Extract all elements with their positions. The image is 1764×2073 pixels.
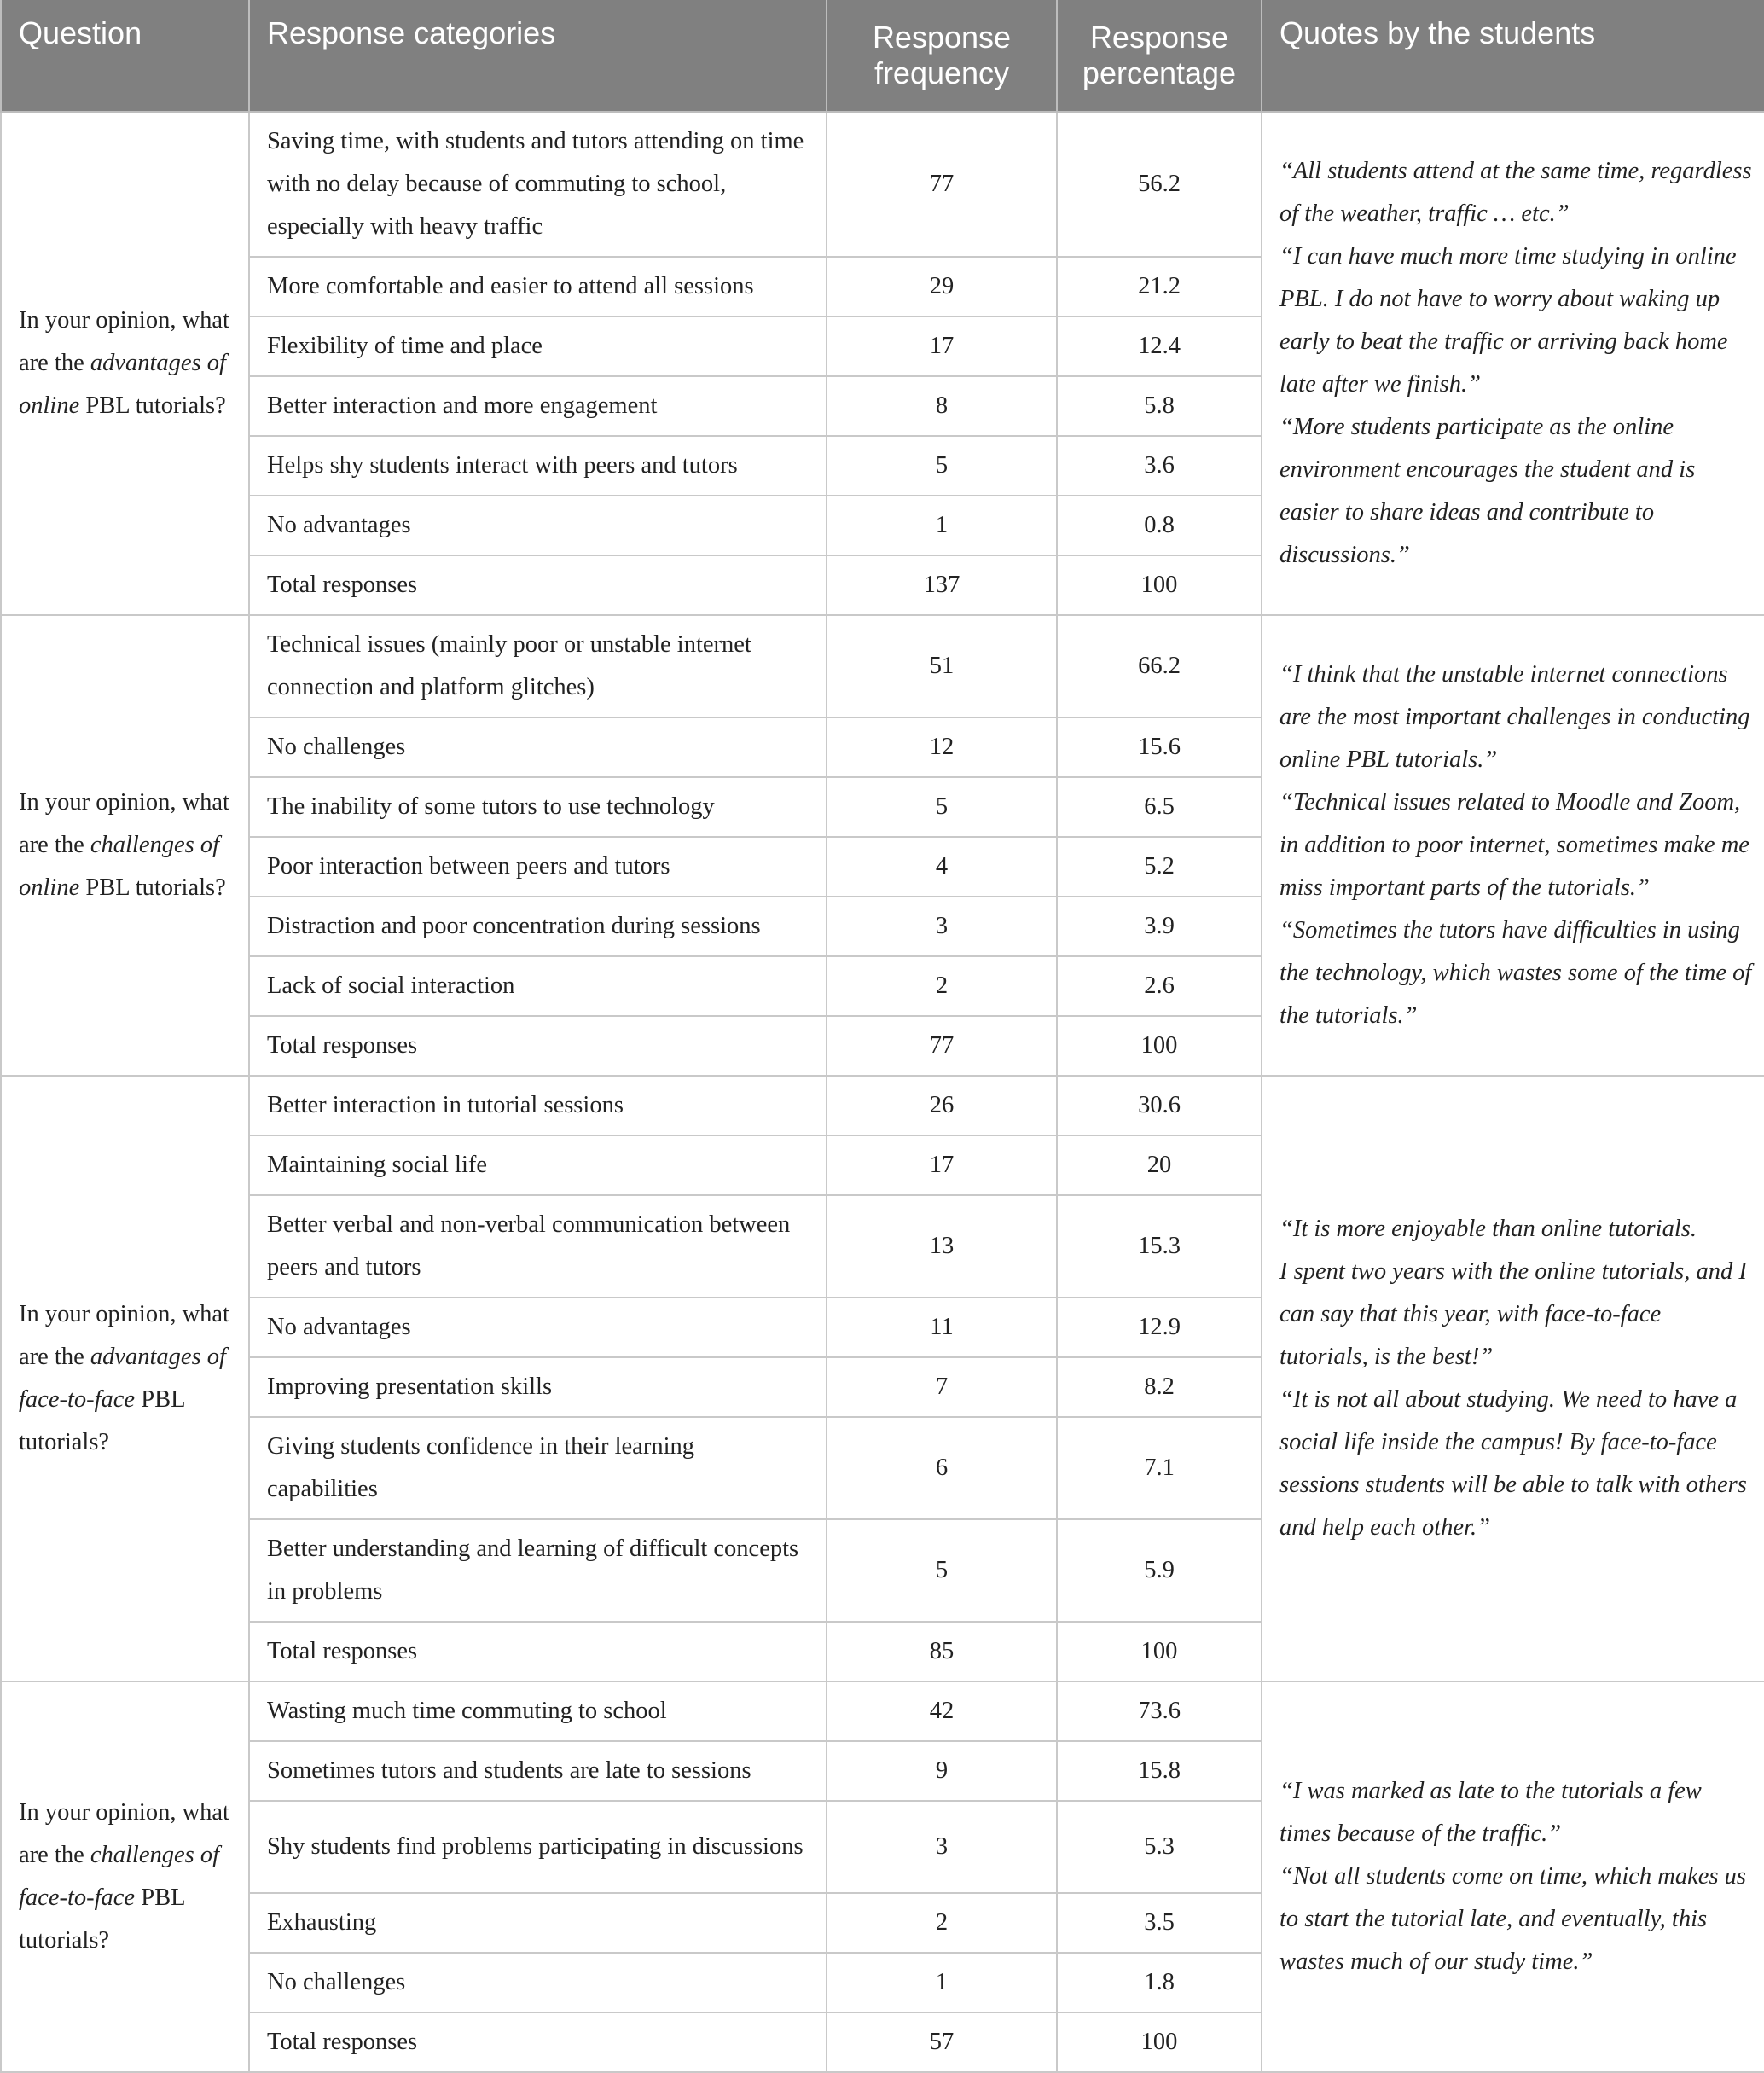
- category-cell: Better interaction in tutorial sessions: [249, 1076, 827, 1135]
- category-cell: Distraction and poor concentration during sessions: [249, 897, 827, 956]
- table-row: [1, 615, 1764, 717]
- question-cell: [1, 1681, 249, 2072]
- question-suffix-text: PBL tutorials?: [79, 392, 226, 419]
- frequency-cell: 1: [827, 496, 1057, 555]
- student-quote: “Sometimes the tutors have difficulties in using the technology, which wastes some of the time of the tutorials.”: [1279, 917, 1752, 1029]
- header-row: [1, 0, 1764, 112]
- percentage-cell: 5.9: [1057, 1519, 1262, 1622]
- percentage-cell: 0.8: [1057, 496, 1262, 555]
- frequency-cell: 1: [827, 1953, 1057, 2012]
- student-quote: “Not all students come on time, which makes us to start the tutorial late, and eventually, this wastes much of our study time.”: [1279, 1863, 1746, 1975]
- category-cell: Improving presentation skills: [249, 1357, 827, 1417]
- category-cell: No advantages: [249, 1298, 827, 1357]
- category-cell: The inability of some tutors to use technology: [249, 777, 827, 837]
- header-response-frequency: Response frequency: [827, 0, 1057, 112]
- percentage-cell: 7.1: [1057, 1417, 1262, 1519]
- percentage-cell: 56.2: [1057, 112, 1262, 257]
- percentage-cell: 100: [1057, 1016, 1262, 1076]
- percentage-cell: 3.5: [1057, 1893, 1262, 1953]
- category-cell: Poor interaction between peers and tutors: [249, 837, 827, 897]
- percentage-cell: 1.8: [1057, 1953, 1262, 2012]
- quotes-cell: [1262, 615, 1764, 1076]
- percentage-cell: 100: [1057, 555, 1262, 615]
- frequency-cell: 6: [827, 1417, 1057, 1519]
- percentage-cell: 2.6: [1057, 956, 1262, 1016]
- frequency-cell: 137: [827, 555, 1057, 615]
- frequency-cell: 13: [827, 1195, 1057, 1298]
- category-cell: More comfortable and easier to attend all sessions: [249, 257, 827, 316]
- question-italic-text: challenges of online: [19, 832, 220, 901]
- question-text: In your opinion, what are the: [19, 307, 229, 376]
- student-quote: “Technical issues related to Moodle and Zoom, in addition to poor internet, sometimes make me miss important parts of the tutorials.”: [1279, 789, 1749, 901]
- category-cell: No advantages: [249, 496, 827, 555]
- frequency-cell: 9: [827, 1741, 1057, 1801]
- category-cell: Saving time, with students and tutors attending on time with no delay because of commuting to school, especially with heavy traffic: [249, 112, 827, 257]
- category-cell: Technical issues (mainly poor or unstable internet connection and platform glitches): [249, 615, 827, 717]
- table-row: [1, 1681, 1764, 1741]
- category-cell: Total responses: [249, 2012, 827, 2072]
- question-text: In your opinion, what are the: [19, 1799, 229, 1868]
- percentage-cell: 100: [1057, 2012, 1262, 2072]
- percentage-cell: 12.4: [1057, 316, 1262, 376]
- category-cell: Giving students confidence in their learning capabilities: [249, 1417, 827, 1519]
- student-quote: “It is not all about studying. We need to have a social life inside the campus! By face-to-face sessions students will be able to talk with others and help each other.”: [1279, 1386, 1747, 1541]
- header-response-categories: Response categories: [249, 0, 827, 112]
- frequency-cell: 51: [827, 615, 1057, 717]
- frequency-cell: 8: [827, 376, 1057, 436]
- category-cell: No challenges: [249, 1953, 827, 2012]
- category-cell: Exhausting: [249, 1893, 827, 1953]
- student-quote: I spent two years with the online tutorials, and I can say that this year, with face-to-face tutorials, is the best!”: [1279, 1258, 1747, 1370]
- student-quote: “All students attend at the same time, regardless of the weather, traffic … etc.”: [1279, 158, 1752, 227]
- category-cell: Maintaining social life: [249, 1135, 827, 1195]
- frequency-cell: 5: [827, 436, 1057, 496]
- frequency-cell: 3: [827, 897, 1057, 956]
- category-cell: No challenges: [249, 717, 827, 777]
- question-cell: [1, 615, 249, 1076]
- frequency-cell: 2: [827, 956, 1057, 1016]
- percentage-cell: 73.6: [1057, 1681, 1262, 1741]
- category-cell: Total responses: [249, 555, 827, 615]
- student-quote: “More students participate as the online environment encourages the student and is easier to share ideas and contribute to discussions.”: [1279, 414, 1696, 568]
- percentage-cell: 12.9: [1057, 1298, 1262, 1357]
- student-quote: “I can have much more time studying in online PBL. I do not have to worry about waking up early to beat the traffic or arriving back home late after we finish.”: [1279, 243, 1737, 398]
- table-body: [1, 112, 1764, 2072]
- frequency-cell: 5: [827, 777, 1057, 837]
- question-text: In your opinion, what are the: [19, 789, 229, 858]
- percentage-cell: 5.2: [1057, 837, 1262, 897]
- category-cell: Total responses: [249, 1622, 827, 1681]
- percentage-cell: 3.6: [1057, 436, 1262, 496]
- frequency-cell: 17: [827, 1135, 1057, 1195]
- student-quote: “I think that the unstable internet connections are the most important challenges in conducting online PBL tutorials.”: [1279, 661, 1750, 773]
- frequency-cell: 77: [827, 1016, 1057, 1076]
- category-cell: Shy students find problems participating in discussions: [249, 1801, 827, 1893]
- percentage-cell: 15.3: [1057, 1195, 1262, 1298]
- percentage-cell: 20: [1057, 1135, 1262, 1195]
- quotes-cell: [1262, 112, 1764, 615]
- table-row: [1, 1076, 1764, 1135]
- category-cell: Sometimes tutors and students are late to sessions: [249, 1741, 827, 1801]
- percentage-cell: 8.2: [1057, 1357, 1262, 1417]
- frequency-cell: 57: [827, 2012, 1057, 2072]
- frequency-cell: 26: [827, 1076, 1057, 1135]
- percentage-cell: 21.2: [1057, 257, 1262, 316]
- category-cell: Helps shy students interact with peers and tutors: [249, 436, 827, 496]
- header-question: Question: [1, 0, 249, 112]
- frequency-cell: 77: [827, 112, 1057, 257]
- frequency-cell: 7: [827, 1357, 1057, 1417]
- question-suffix-text: PBL tutorials?: [79, 874, 226, 901]
- percentage-cell: 3.9: [1057, 897, 1262, 956]
- question-italic-text: challenges of face-to-face: [19, 1842, 220, 1911]
- frequency-cell: 42: [827, 1681, 1057, 1741]
- header-response-percentage: Response percentage: [1057, 0, 1262, 112]
- question-suffix-text: PBL tutorials?: [19, 1884, 185, 1954]
- category-cell: Lack of social interaction: [249, 956, 827, 1016]
- frequency-cell: 85: [827, 1622, 1057, 1681]
- question-text: In your opinion, what are the: [19, 1301, 229, 1370]
- student-quote: “I was marked as late to the tutorials a few times because of the traffic.”: [1279, 1778, 1702, 1847]
- frequency-cell: 5: [827, 1519, 1057, 1622]
- question-italic-text: advantages of face-to-face: [19, 1344, 226, 1413]
- question-italic-text: advantages of online: [19, 350, 226, 419]
- frequency-cell: 4: [827, 837, 1057, 897]
- percentage-cell: 66.2: [1057, 615, 1262, 717]
- question-suffix-text: PBL tutorials?: [19, 1386, 185, 1455]
- table-row: [1, 112, 1764, 257]
- percentage-cell: 15.6: [1057, 717, 1262, 777]
- question-cell: [1, 1076, 249, 1681]
- frequency-cell: 11: [827, 1298, 1057, 1357]
- question-cell: [1, 112, 249, 615]
- frequency-cell: 2: [827, 1893, 1057, 1953]
- frequency-cell: 12: [827, 717, 1057, 777]
- frequency-cell: 3: [827, 1801, 1057, 1893]
- category-cell: Better verbal and non-verbal communication between peers and tutors: [249, 1195, 827, 1298]
- percentage-cell: 5.8: [1057, 376, 1262, 436]
- percentage-cell: 100: [1057, 1622, 1262, 1681]
- header-quotes: Quotes by the students: [1262, 0, 1764, 112]
- category-cell: Better understanding and learning of difficult concepts in problems: [249, 1519, 827, 1622]
- category-cell: Total responses: [249, 1016, 827, 1076]
- quotes-cell: [1262, 1681, 1764, 2072]
- percentage-cell: 30.6: [1057, 1076, 1262, 1135]
- quotes-cell: [1262, 1076, 1764, 1681]
- category-cell: Better interaction and more engagement: [249, 376, 827, 436]
- frequency-cell: 17: [827, 316, 1057, 376]
- percentage-cell: 5.3: [1057, 1801, 1262, 1893]
- percentage-cell: 15.8: [1057, 1741, 1262, 1801]
- frequency-cell: 29: [827, 257, 1057, 316]
- category-cell: Flexibility of time and place: [249, 316, 827, 376]
- student-quote: “It is more enjoyable than online tutorials.: [1279, 1216, 1697, 1242]
- category-cell: Wasting much time commuting to school: [249, 1681, 827, 1741]
- percentage-cell: 6.5: [1057, 777, 1262, 837]
